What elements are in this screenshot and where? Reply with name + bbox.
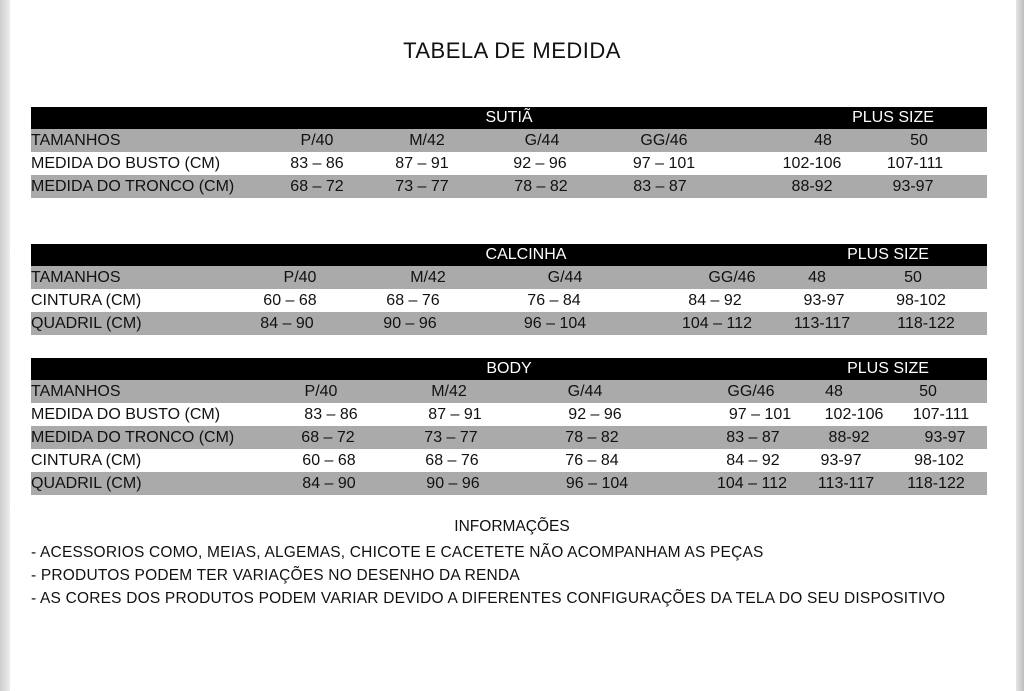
cell: 50 (904, 269, 922, 286)
table-header (31, 358, 987, 380)
row-label: CINTURA (CM) (31, 292, 142, 309)
cell: 76 – 84 (565, 452, 619, 469)
info-line: - AS CORES DOS PRODUTOS PODEM VARIAR DEVIDO A DIFERENTES CONFIGURAÇÕES DA TELA DO SEU DISPOSITIVO (31, 590, 946, 607)
cell: 93-97 (803, 292, 845, 309)
cell: GG/46 (708, 269, 756, 286)
cell: GG/46 (727, 383, 775, 400)
row-label: MEDIDA DO BUSTO (CM) (31, 406, 221, 423)
cell: 96 – 104 (523, 315, 587, 332)
cell: 92 – 96 (513, 155, 567, 172)
cell: 98-102 (896, 292, 946, 309)
cell: 87 – 91 (428, 406, 482, 423)
cell: 96 – 104 (565, 475, 629, 492)
table-row (31, 129, 987, 152)
plus-size-label: PLUS SIZE (852, 109, 934, 126)
cell: 93-97 (820, 452, 862, 469)
table-row (31, 380, 987, 403)
cell: 48 (814, 132, 832, 149)
cell: 98-102 (914, 452, 964, 469)
row-label: QUADRIL (CM) (31, 475, 142, 492)
table-row (31, 449, 987, 472)
cell: 84 – 92 (726, 452, 780, 469)
cell: 84 – 92 (688, 292, 742, 309)
cell: 113-117 (817, 475, 875, 492)
cell: 68 – 76 (386, 292, 440, 309)
cell: P/40 (300, 132, 334, 149)
info-title: INFORMAÇÕES (454, 518, 570, 535)
cell: 84 – 90 (302, 475, 356, 492)
cell: M/42 (410, 269, 446, 286)
info-line: - ACESSORIOS COMO, MEIAS, ALGEMAS, CHICOTE E CACETETE NÃO ACOMPANHAM AS PEÇAS (31, 544, 764, 561)
cell: 50 (919, 383, 937, 400)
cell: 84 – 90 (260, 315, 314, 332)
cell: 83 – 86 (290, 155, 344, 172)
table-row (31, 289, 987, 312)
cell: G/44 (547, 269, 583, 286)
cell: 90 – 96 (383, 315, 437, 332)
cell: 68 – 72 (290, 178, 344, 195)
cell: G/44 (524, 132, 560, 149)
cell: 102-106 (782, 155, 842, 172)
table-row (31, 403, 987, 426)
cell: 83 – 86 (304, 406, 358, 423)
cell: 93-97 (924, 429, 966, 446)
cell: 68 – 72 (301, 429, 355, 446)
cell: 97 – 101 (632, 155, 696, 172)
row-label: MEDIDA DO TRONCO (CM) (31, 178, 235, 195)
cell: 60 – 68 (302, 452, 356, 469)
table-row (31, 152, 987, 175)
table-sutia (31, 107, 987, 198)
cell: 104 – 112 (682, 315, 752, 332)
table-row (31, 426, 987, 449)
cell: 88-92 (828, 429, 870, 446)
row-label: TAMANHOS (31, 269, 121, 286)
cell: 68 – 76 (425, 452, 479, 469)
table-name: CALCINHA (485, 246, 567, 263)
info-line: - PRODUTOS PODEM TER VARIAÇÕES NO DESENHO DA RENDA (31, 567, 520, 584)
cell: 48 (808, 269, 826, 286)
row-label: MEDIDA DO BUSTO (CM) (31, 155, 221, 172)
table-row (31, 266, 987, 289)
cell: M/42 (431, 383, 467, 400)
page-shadow-right (1016, 0, 1024, 691)
cell: 118-122 (897, 315, 955, 332)
row-label: CINTURA (CM) (31, 452, 142, 469)
cell: 118-122 (907, 475, 965, 492)
cell: GG/46 (640, 132, 688, 149)
cell: 93-97 (892, 178, 934, 195)
cell: 76 – 84 (527, 292, 581, 309)
info-list (31, 541, 945, 610)
table-name: BODY (486, 360, 532, 377)
cell: 73 – 77 (424, 429, 478, 446)
row-label: TAMANHOS (31, 383, 121, 400)
cell: 60 – 68 (263, 292, 317, 309)
cell: 73 – 77 (395, 178, 449, 195)
cell: 83 – 87 (633, 178, 687, 195)
cell: 78 – 82 (514, 178, 568, 195)
page-shadow-left (0, 0, 10, 691)
cell: 102-106 (824, 406, 884, 423)
page-title: TABELA DE MEDIDA (403, 38, 621, 63)
table-row (31, 175, 987, 198)
cell: 97 – 101 (728, 406, 792, 423)
cell: P/40 (304, 383, 338, 400)
row-label: MEDIDA DO TRONCO (CM) (31, 429, 235, 446)
cell: 90 – 96 (426, 475, 480, 492)
table-name: SUTIÃ (485, 109, 533, 126)
cell: 78 – 82 (565, 429, 619, 446)
cell: 48 (825, 383, 843, 400)
table-body (31, 358, 987, 495)
cell: 113-117 (793, 315, 851, 332)
cell: 104 – 112 (717, 475, 787, 492)
row-label: QUADRIL (CM) (31, 315, 142, 332)
table-row (31, 472, 987, 495)
table-calcinha (31, 244, 987, 335)
table-row (31, 312, 987, 335)
cell: 107-111 (912, 406, 970, 423)
cell: P/40 (283, 269, 317, 286)
table-header (31, 244, 987, 266)
cell: 83 – 87 (726, 429, 780, 446)
cell: G/44 (567, 383, 603, 400)
cell: 88-92 (791, 178, 833, 195)
table-header (31, 107, 987, 129)
cell: 87 – 91 (395, 155, 449, 172)
cell: M/42 (409, 132, 445, 149)
plus-size-label: PLUS SIZE (847, 360, 929, 377)
cell: 92 – 96 (568, 406, 622, 423)
row-label: TAMANHOS (31, 132, 121, 149)
plus-size-label: PLUS SIZE (847, 246, 929, 263)
cell: 107-111 (886, 155, 944, 172)
cell: 50 (910, 132, 928, 149)
